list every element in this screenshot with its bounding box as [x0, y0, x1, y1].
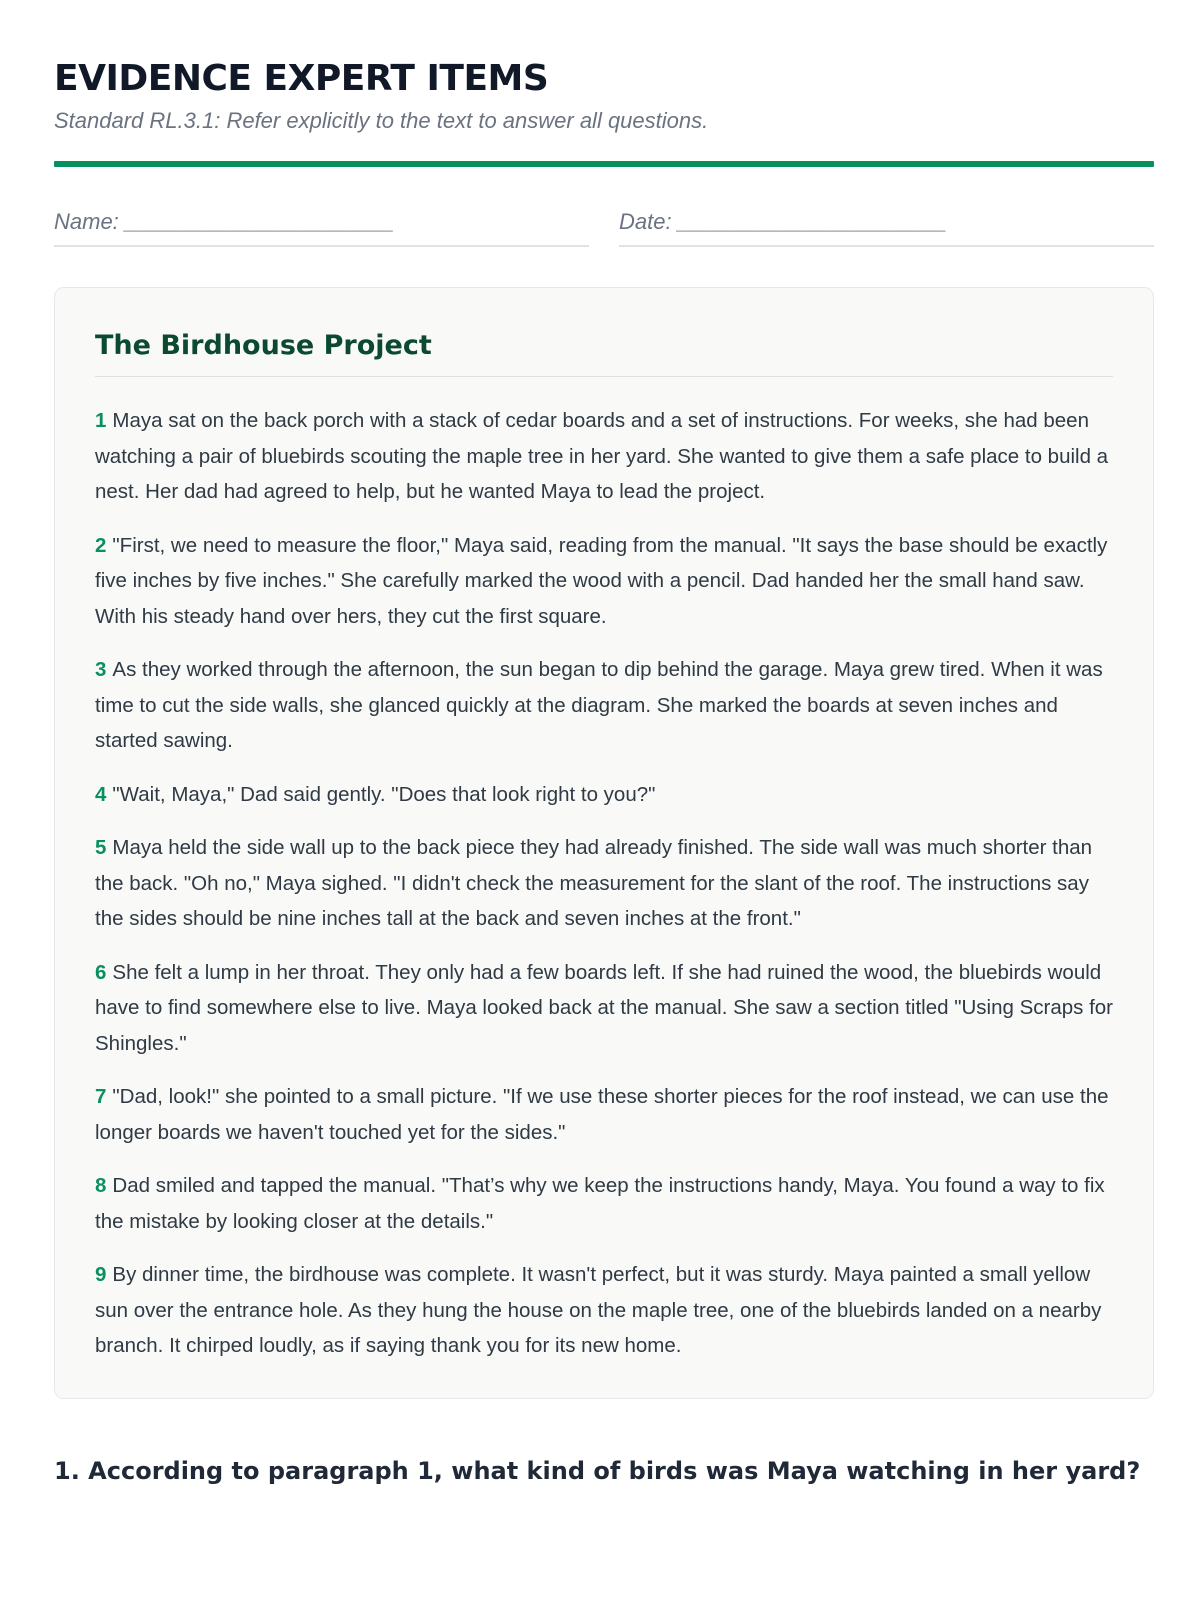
- paragraph-text: Maya held the side wall up to the back piece they had already finished. The side wall was much shorter than the back. "Oh no," Maya sighed. "I didn't check the measurement for the slant of the roof. The instructions say the sides should be nine inches tall at the back and seven inches at the front.": [95, 836, 1093, 930]
- worksheet: [54, 0, 1154, 1488]
- paragraph-text: "Dad, look!" she pointed to a small picture. "If we use these shorter pieces for the roof instead, we can use the longer boards we haven't touched yet for the sides.": [95, 1085, 1109, 1144]
- worksheet-title: EVIDENCE EXPERT ITEMS: [54, 58, 549, 99]
- student-info-fields: [54, 207, 1154, 247]
- passage-title: The Birdhouse Project: [95, 328, 1113, 377]
- paragraph-text: Maya sat on the back porch with a stack of cedar boards and a set of instructions. For weeks, she had been watching a pair of bluebirds scouting the maple tree in her yard. She wanted to give them a safe place to build a nest. Her dad had agreed to help, but he wanted Maya to lead the project.: [95, 409, 1109, 503]
- header-divider: [54, 161, 1154, 167]
- paragraph-text: She felt a lump in her throat. They only had a few boards left. If she had ruined the wood, the bluebirds would have to find somewhere else to live. Maya looked back at the manual. She saw a section titled "Using Scraps for Shingles.": [95, 960, 1114, 1055]
- paragraph-text: "Wait, Maya," Dad said gently. "Does that look right to you?": [112, 782, 656, 806]
- paragraph-number: 6: [95, 960, 107, 984]
- passage-paragraph: [95, 652, 1113, 759]
- reading-passage: [54, 287, 1154, 1399]
- paragraph-number: 4: [95, 782, 107, 806]
- question-1: 1. According to paragraph 1, what kind of birds was Maya watching in her yard?: [54, 1456, 1141, 1485]
- paragraph-number: 2: [95, 533, 107, 557]
- paragraph-number: 9: [95, 1263, 107, 1286]
- date-field[interactable]: Date: ______________________: [619, 207, 1154, 247]
- paragraph-text: Dad smiled and tapped the manual. "That’s why we keep the instructions handy, Maya. You found a way to fix the mistake by looking closer at the details.": [95, 1174, 1105, 1233]
- passage-paragraph: [95, 1168, 1113, 1239]
- passage-paragraph: [95, 777, 1113, 813]
- passage-paragraph: [95, 955, 1113, 1062]
- passage-paragraph: [95, 403, 1113, 510]
- paragraph-text: By dinner time, the birdhouse was complete. It wasn't perfect, but it was sturdy. Maya painted a small yellow sun over the entrance hole. As they hung the house on the maple tree, one of the bluebirds landed on a nearby branch. It chirped loudly, as if saying thank you for its new home.: [95, 1263, 1102, 1357]
- passage-paragraph: [95, 1257, 1113, 1364]
- name-field[interactable]: Name: ______________________: [54, 207, 589, 247]
- paragraph-number: 3: [95, 658, 107, 681]
- paragraph-number: 5: [95, 836, 107, 859]
- paragraph-number: 8: [95, 1174, 107, 1197]
- standard-subtitle: Standard RL.3.1: Refer explicitly to the text to answer all questions.: [54, 108, 709, 133]
- passage-paragraph: [95, 1079, 1113, 1150]
- paragraph-number: 7: [95, 1085, 107, 1108]
- paragraph-text: As they worked through the afternoon, the sun began to dip behind the garage. Maya grew tired. When it was time to cut the side walls, she glanced quickly at the diagram. She marked the boards at seven inches and started sawing.: [95, 658, 1103, 752]
- paragraph-text: "First, we need to measure the floor," Maya said, reading from the manual. "It says the base should be exactly five inches by five inches." She carefully marked the wood with a pencil. Dad handed her the small hand saw. With his steady hand over hers, they cut the first square.: [95, 533, 1108, 628]
- passage-paragraph: [95, 528, 1113, 635]
- paragraph-number: 1: [95, 409, 107, 432]
- passage-paragraph: [95, 830, 1113, 937]
